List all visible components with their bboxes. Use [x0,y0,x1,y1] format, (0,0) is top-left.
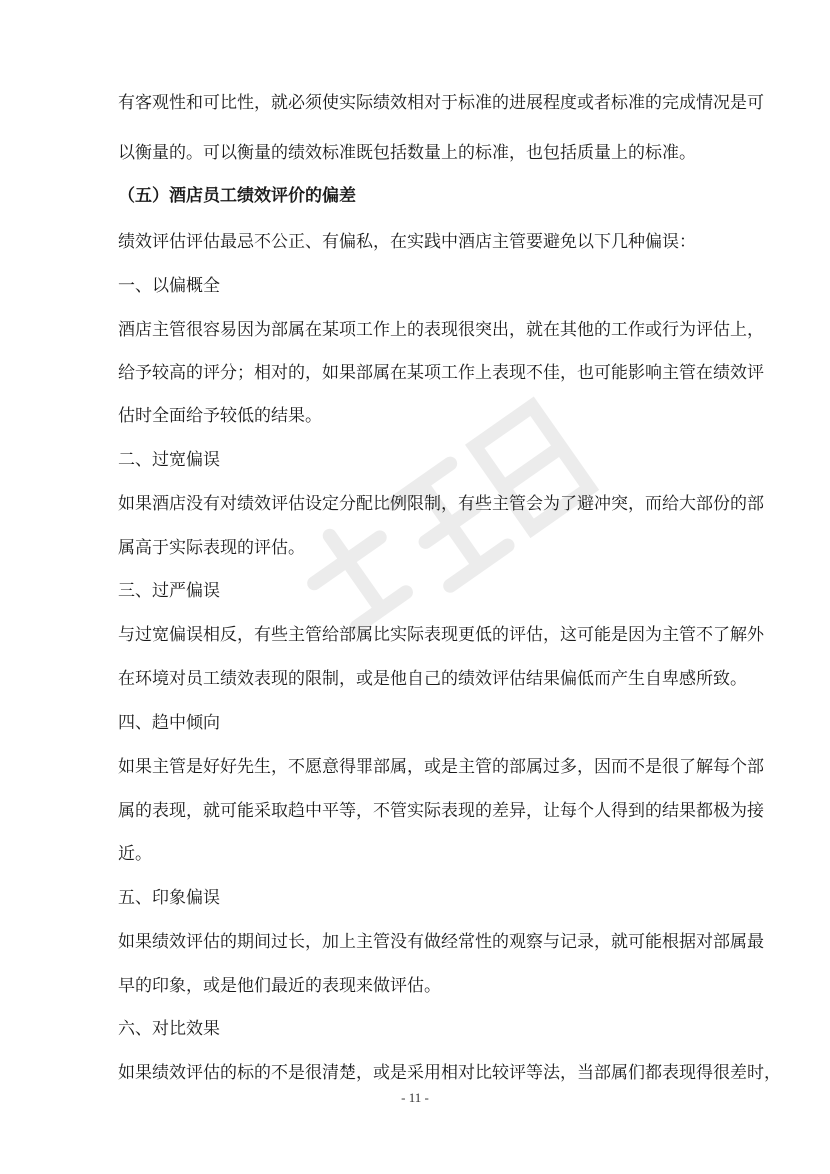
text-line: 三、过严偏误 [118,581,220,601]
text-line: 以衡量的。可以衡量的绩效标准既包括数量上的标准，也包括质量上的标准。 [118,143,696,163]
text-line: 绩效评估评估最忌不公正、有偏私，在实践中酒店主管要避免以下几种偏误： [118,232,696,252]
text-line: 在环境对员工绩效表现的限制，或是他自己的绩效评估结果偏低而产生自卑感所致。 [118,669,747,689]
text-line: 如果绩效评估的期间过长，加上主管没有做经常性的观察与记录，就可能根据对部属最 [118,932,764,952]
text-line: 有客观性和可比性，就必须使实际绩效相对于标准的进展程度或者标准的完成情况是可 [118,93,764,113]
text-line: 近。 [118,844,152,864]
text-line: 如果绩效评估的标的不是很清楚，或是采用相对比较评等法，当部属们都表现得很差时， [118,1063,781,1083]
text-line: 五、印象偏误 [118,888,220,908]
text-line: 二、过宽偏误 [118,450,220,470]
text-line: 如果酒店没有对绩效评估设定分配比例限制，有些主管会为了避冲突，而给大部份的部 [118,494,764,514]
text-line: 一、以偏概全 [118,276,220,296]
text-line: 给予较高的评分；相对的，如果部属在某项工作上表现不佳，也可能影响主管在绩效评 [118,363,764,383]
text-line: 估时全面给予较低的结果。 [118,406,322,426]
text-line: 四、趋中倾向 [118,713,220,733]
page-number: - 11 - [401,1090,429,1105]
section-heading: （五）酒店员工绩效评价的偏差 [118,186,356,206]
text-line: 与过宽偏误相反，有些主管给部属比实际表现更低的评估，这可能是因为主管不了解外 [118,625,764,645]
text-line: 如果主管是好好先生，不愿意得罪部属，或是主管的部属过多，因而不是很了解每个部 [118,757,764,777]
text-line: 酒店主管很容易因为部属在某项工作上的表现很突出，就在其他的工作或行为评估上， [118,320,764,340]
text-line: 属高于实际表现的评估。 [118,538,305,558]
text-line: 六、对比效果 [118,1019,220,1039]
text-line: 早的印象，或是他们最近的表现来做评估。 [118,976,441,996]
text-line: 属的表现，就可能采取趋中平等，不管实际表现的差异，让每个人得到的结果都极为接 [118,801,764,821]
